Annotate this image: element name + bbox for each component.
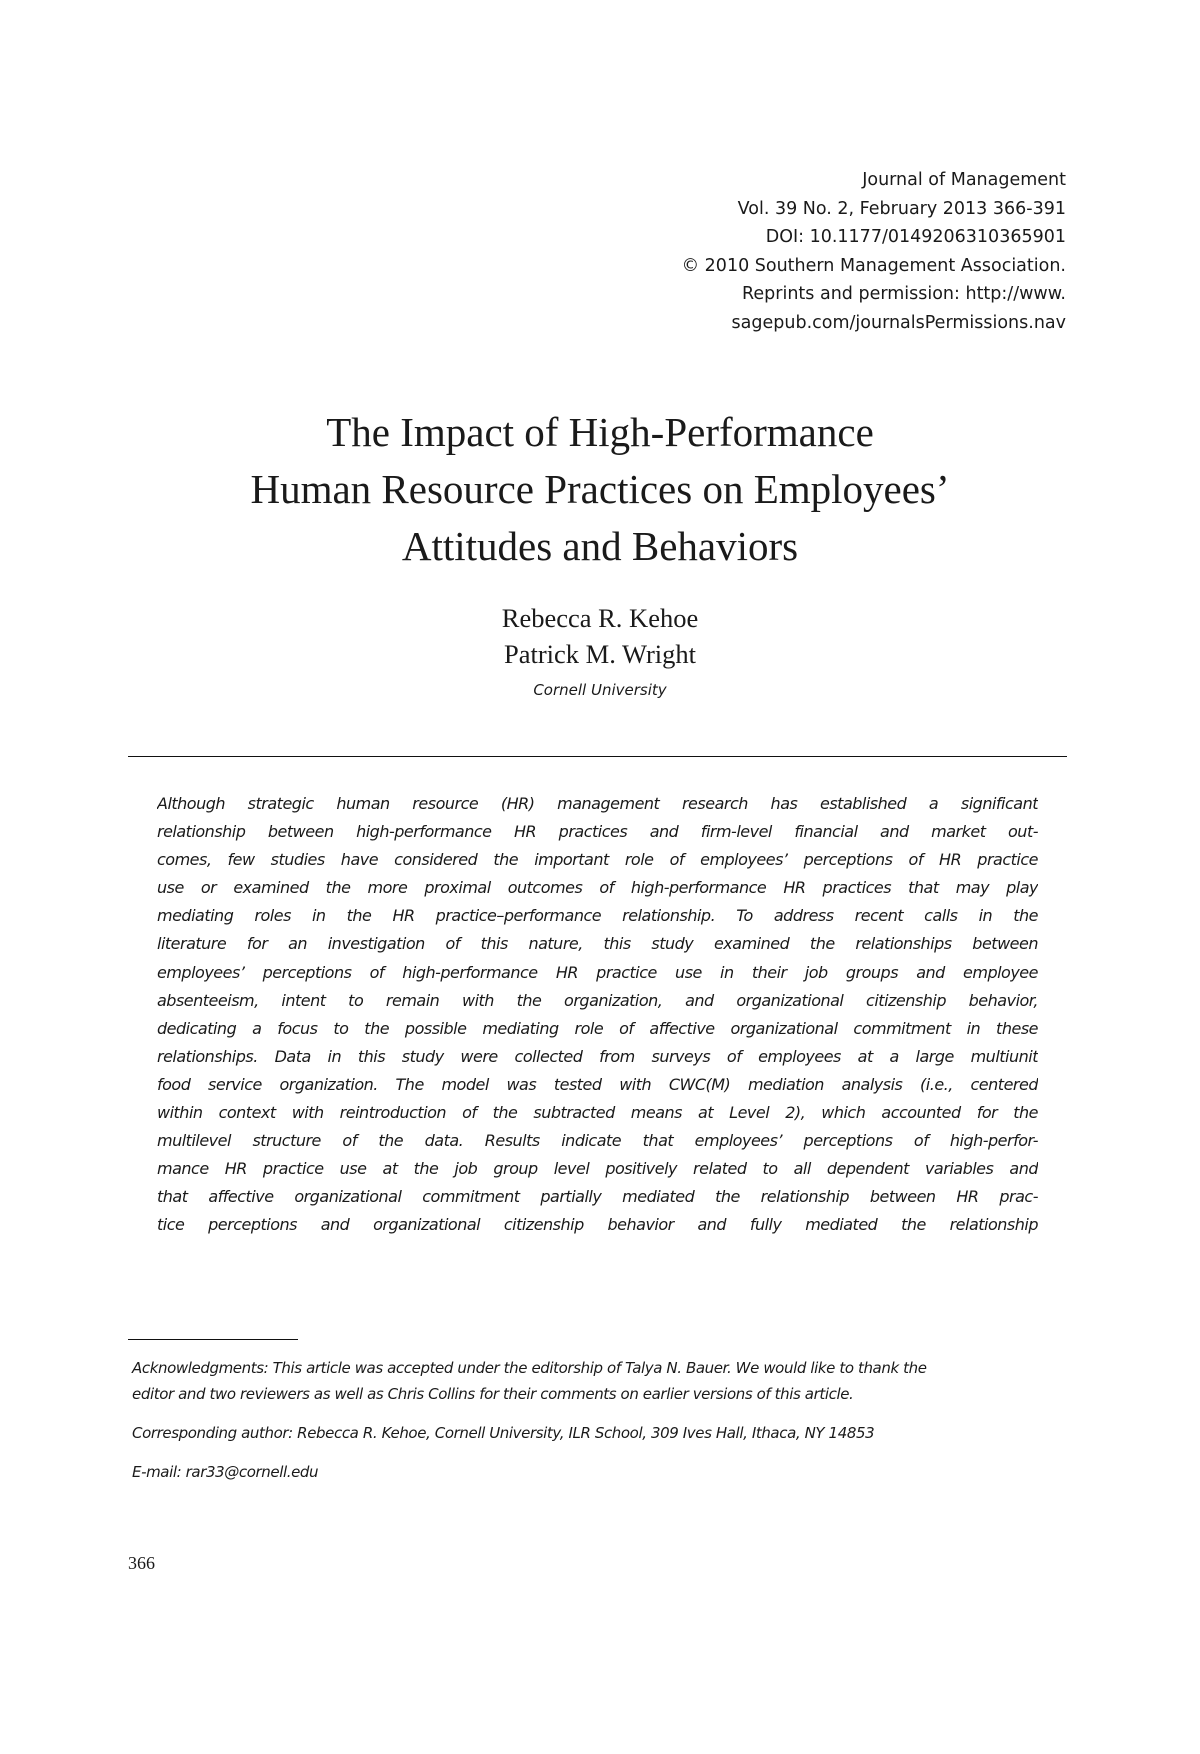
footnote-acknowledgments-line: Acknowledgments: This article was accepted under the editorship of Talya N. Bauer. We would like to thank the [132,1359,927,1377]
article-title-line: Human Resource Practices on Employees’ [250,466,950,512]
abstract-line: Although strategic human resource (HR) management research has established a significant [157,794,1038,813]
abstract-line: mance HR practice use at the job group level positively related to all dependent variables and [157,1159,1038,1179]
abstract-line: comes, few studies have considered the important role of employees’ perceptions of HR practice [157,850,1038,870]
abstract-line: within context with reintroduction of the subtracted means at Level 2), which accounted for the [157,1103,1038,1123]
journal-reprints-line-2: sagepub.com/journalsPermissions.nav [731,312,1066,333]
author-name: Patrick M. Wright [503,639,697,669]
page-number: 366 [128,1553,155,1573]
journal-name: Journal of Management [862,170,1066,190]
journal-doi: DOI: 10.1177/0149206310365901 [765,227,1066,247]
footnote-corresponding-author-text: Corresponding author: Rebecca R. Kehoe, Cornell University, ILR School, 309 Ives Hall, Ithaca, NY 14853 [132,1424,875,1442]
footnote-rule [128,1339,298,1340]
abstract-top-rule [128,756,1067,757]
abstract-line: mediating roles in the HR practice–performance relationship. To address recent calls in the [157,906,1038,926]
journal-reprints-line-1: Reprints and permission: http://www. [742,284,1066,304]
journal-volume-issue: Vol. 39 No. 2, February 2013 366-391 [737,198,1066,219]
author-name: Rebecca R. Kehoe [501,603,699,633]
abstract-line: that affective organizational commitment partially mediated the relationship between HR prac- [157,1187,1038,1207]
abstract-line: use or examined the more proximal outcomes of high-performance HR practices that may play [157,878,1038,898]
abstract-line: absenteeism, intent to remain with the organization, and organizational citizenship behavior, [157,990,1038,1010]
journal-copyright: © 2010 Southern Management Association. [681,255,1066,276]
abstract-line: relationship between high-performance HR practices and firm-level financial and market out- [157,822,1038,842]
article-title-line: The Impact of High-Performance [326,409,874,455]
abstract-line: multilevel structure of the data. Results indicate that employees’ perceptions of high-perfor- [157,1131,1038,1151]
article-title [100,404,1100,575]
author-affiliation: Cornell University [533,681,667,699]
footnotes [132,1355,1069,1498]
abstract [157,790,1038,1240]
abstract-line: employees’ perceptions of high-performance HR practice use in their job groups and employee [157,962,1038,982]
abstract-line: tice perceptions and organizational citizenship behavior and fully mediated the relationship [157,1215,1038,1235]
footnote-acknowledgments [132,1355,1069,1407]
abstract-line: dedicating a focus to the possible mediating role of affective organizational commitment in these [157,1018,1038,1038]
article-title-line: Attitudes and Behaviors [401,523,799,569]
footnote-email [132,1459,1069,1485]
journal-info [546,166,1066,337]
abstract-line: literature for an investigation of this nature, this study examined the relationships between [157,934,1038,954]
abstract-line: relationships. Data in this study were collected from surveys of employees at a large multiunit [157,1046,1038,1066]
footnote-acknowledgments-line: editor and two reviewers as well as Chris Collins for their comments on earlier versions of this article. [132,1385,854,1403]
author-list [100,600,1100,672]
abstract-line: food service organization. The model was tested with CWC(M) mediation analysis (i.e., centered [157,1074,1038,1094]
footnote-email-text: E-mail: rar33@cornell.edu [132,1463,319,1481]
footnote-corresponding-author [132,1420,1069,1446]
